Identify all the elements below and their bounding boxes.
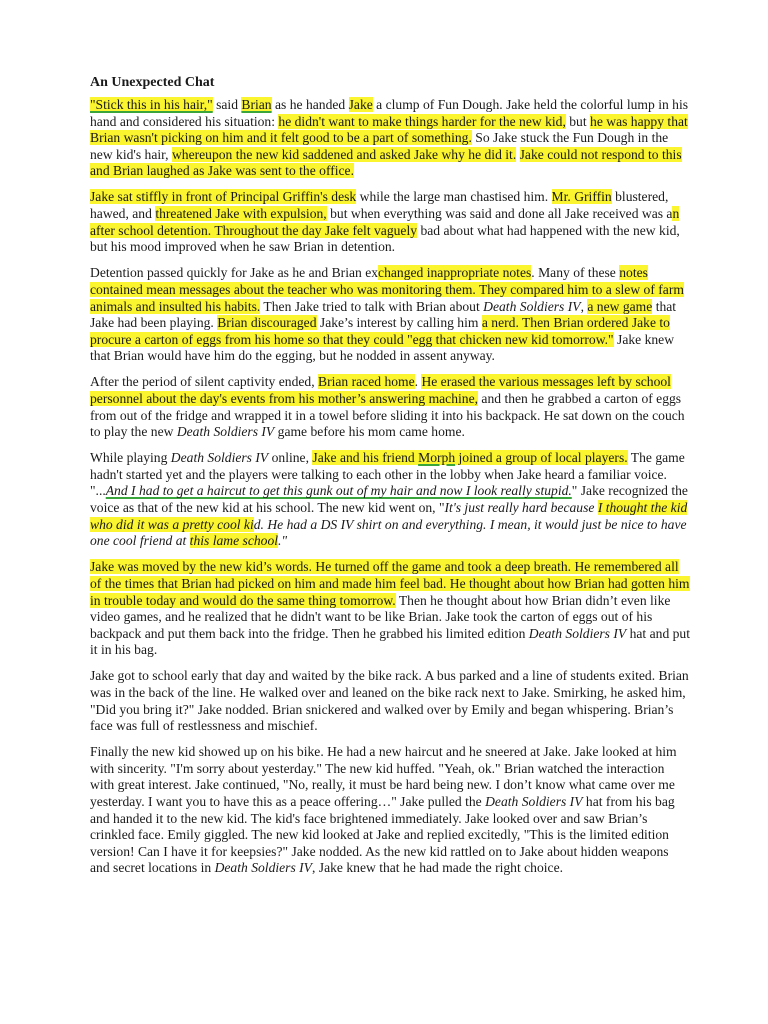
text-run: Death Soldiers IV [528,625,627,641]
paragraph-8 [90,744,690,877]
text-run: d. He had a DS IV shirt on and everything. I mean, it would just be nice to have one cool friend at [90,516,687,549]
highlighted-text: Jake was moved by the new kid’s words. He turned off the game and took a deep breath. He remembered all of the times that Brian had picked on him and made him feel bad. He thought about how Brian had gotten him in trouble today and would do the same thing tomorrow. [90,559,690,608]
highlighted-text: He erased the various messages left by school personnel about the day's events from his mother’s answering machine, [90,374,671,406]
highlighted-text: joined a group of local players. [455,450,628,466]
text-run: game before his mom came home. [274,424,465,440]
text-run: " Jake recognized the voice as that of the new kid at his school. The new kid went on, " [90,483,688,516]
paragraph-7 [90,668,690,734]
text-run: a clump of Fun Dough. Jake held the colorful lump in his hand and considered his situation: [90,97,689,129]
highlighted-text: a new game [587,298,653,314]
text-run: as he handed [271,97,349,112]
text-run: online, [268,450,313,466]
text-run: Jake’s interest by calling him [316,315,482,331]
highlighted-text: this lame school [189,533,279,549]
text-run: . [414,374,422,390]
highlighted-text: Morph [418,450,456,466]
text-run: , [580,298,588,314]
text-run: . Many of these [531,265,620,281]
paragraph-4 [90,374,690,440]
text-run: said [212,97,242,112]
text-run: While playing [90,450,171,466]
highlighted-text: n after school detention. Throughout the day Jake felt vaguely [90,206,680,238]
highlighted-text: changed inappropriate notes [378,265,532,281]
document-title: An Unexpected Chat [90,75,215,90]
highlighted-text: threatened Jake with expulsion, [155,206,327,222]
text-run: Death Soldiers IV [170,450,269,466]
highlighted-text: Jake and his friend [312,450,419,466]
highlighted-text: "Stick this in his hair," [90,97,213,112]
text-run: It's just really hard because [444,500,598,516]
text-run: Detention passed quickly for Jake as he and Brian ex [90,265,379,281]
highlighted-text: Jake sat stiffly in front of Principal Griffin's desk [90,189,357,205]
text-run: hat and put it in his bag. [90,625,691,658]
text-run: The game hadn't started yet and the players were talking to each other in the lobby when Jake heard a familiar voice. "... [90,450,685,499]
highlighted-text: Mr. Griffin [551,189,612,205]
highlighted-text: Jake [348,97,373,112]
text-run: And I had to get a haircut to get this gunk out of my hair and now I look really stupid. [105,483,572,499]
text-run: Finally the new kid showed up on his bike. He had a new haircut and he sneered at Jake. Jake looked at him with sincerity. "I'm sorry about yesterday." The new kid huffed. "Yeah, ok." Brian watched the interaction with great interest. Jake continued, "No, really, it must be hard being new. I don’t know what came over me yesterday. I want you to have this as a peace offering…" Jake pulled the [90,744,677,810]
highlighted-text: whereupon the new kid saddened and asked Jake why he did it. [171,146,517,162]
text-run: Death Soldiers IV [483,298,581,314]
paragraph-2 [90,189,690,255]
text-run: and then he grabbed a carton of eggs from out of the fridge and wrapped it in a towel before sliding it into his backpack. He sat down on the couch to play the new [90,391,685,440]
text-run: but [565,113,591,129]
text-run: ." [278,533,288,549]
text-run: Jake got to school early that day and waited by the bike rack. A bus parked and a line of students exited. Brian was in the back of the line. He walked over and leaned on the bike rack next to Jake. Smirking, he asked him, "Did you bring it?" Jake nodded. Brian snickered and walked over by Emily and began whispering. Brian’s face was full of restlessness and mischief. [90,668,689,734]
highlighted-text: Brian raced home [318,374,415,390]
highlighted-text: he didn't want to make things harder for the new kid, [278,113,566,129]
paragraph-5 [90,450,690,550]
text-run: that Jake had been playing. [90,298,677,331]
text-run: blustered, hawed, and [90,189,669,222]
text-run: So Jake stuck the Fun Dough in the new kid's hair, [90,130,669,162]
paragraph-3 [90,265,690,365]
paragraph-container [90,97,690,877]
text-run: Jake knew that Brian would have him do the egging, but he nodded in assent anyway. [90,331,675,364]
text-run: Then Jake tried to talk with Brian about [260,298,484,314]
text-run: , Jake knew that he had made the right choice. [312,860,564,876]
highlighted-text: a nerd. Then Brian ordered Jake to procure a carton of eggs from his home so that they could "egg that chicken new kid tomorrow." [90,315,670,347]
text-run: hat from his bag and handed it to the new kid. The kid's face brightened immediately. Jake looked over and saw Brian’s crinkled face. Emily giggled. The new kid looked at Jake and replied excitedly, "This is the limited edition version! Can I have it for keepsies?" Jake nodded. As the new kid rattled on to Jake about hidden weapons and secret locations in [90,794,675,876]
text-run: Death Soldiers IV [176,424,275,440]
text-run: but when everything was said and done all Jake received was a [326,206,673,222]
paragraph-1 [90,97,690,180]
text-run: bad about what had happened with the new kid, but his mood improved when he saw Brian in detention. [90,222,680,255]
highlighted-text: he was happy that Brian wasn't picking on him and it felt good to be a part of something. [90,113,688,146]
highlighted-text: notes contained mean messages about the teacher who was monitoring them. They compared him to a slew of farm animals and insulted his habits. [90,265,684,314]
text-run: Death Soldiers IV [214,860,312,876]
highlighted-text: I thought the kid who did it was a pretty cool ki [90,500,688,532]
text-run: After the period of silent captivity ended, [90,374,319,390]
highlighted-text: Brian discouraged [217,315,317,331]
paragraph-6 [90,559,690,659]
text-run: Death Soldiers IV [485,794,583,810]
text-run: while the large man chastised him. [356,189,552,205]
document-body [90,74,690,887]
text-run: Then he thought about how Brian didn’t even like video games, and he realized that he didn't want to be like Brian. Jake took the carton of eggs out of his backpack and put them back into the fridge. Then he grabbed his limited edition [90,592,671,641]
highlighted-text: Jake could not respond to this and Brian laughed as Jake was sent to the office. [90,146,682,179]
highlighted-text: Brian [241,97,272,112]
